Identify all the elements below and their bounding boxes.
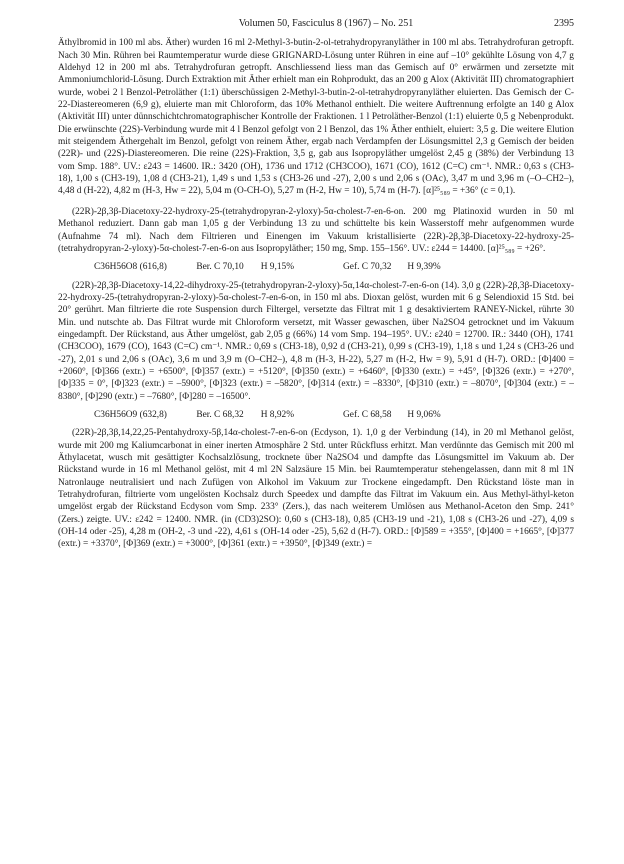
calculated-carbon: Ber. C 70,10 (196, 262, 244, 273)
found-hydrogen: H 9,06% (407, 409, 441, 420)
found-carbon: Gef. C 68,58 (343, 409, 392, 420)
paragraph-diacetoxy-hydroxy: (22R)-2β,3β-Diacetoxy-22-hydroxy-25-(tetrahydropyran-2-yloxy)-5α-cholest-7-en-6-on. 200 mg Platinoxid wurden in 50 ml Methanol reduziert. Dann gab man 1,05 g der Verbindung 13 zu und schüttelte bis kein Wasserstoff mehr aufgenommen wurde (Aufnahme 74 ml). Nach dem Filtrieren und Einengen im Vakuum kristallisierte (22R)-2β,3β-Diacetoxy-22-hydroxy-25-(tetrahydropyran-2-yloxy)-5α-cholest-7-en-6-on aus Isopropyläther; 150 mg, Smp. 155–156°. UV.: ε244 = 14400. [α]²⁵₅₈₉ = +26°. (58, 206, 574, 254)
found-carbon: Gef. C 70,32 (343, 262, 392, 273)
journal-citation: Volumen 50, Fasciculus 8 (1967) – No. 251 (238, 18, 414, 29)
calculated-carbon: Ber. C 68,32 (196, 409, 244, 420)
molecular-formula: C36H56O9 (632,8) (94, 409, 167, 420)
page-number: 2395 (554, 18, 574, 29)
calculated-hydrogen: H 9,15% (260, 262, 295, 273)
paragraph-diacetoxy-dihydroxy: (22R)-2β,3β-Diacetoxy-14,22-dihydroxy-25-(tetrahydropyran-2-yloxy)-5α,14α-cholest-7-en-6-on (14). 3,0 g (22R)-2β,3β-Diacetoxy-22-hydroxy-25-(tetrahydropyran-2-yloxy)-5α-cholest-7-en-6-on, in 150 ml abs. Dioxan gelöst, wurden mit 6 g Selendioxid 15 Std. bei 20° gerührt. Man filtrierte die rote Suspension durch Filtergel, versetzte das Filtrat mit 1 g desaktiviertem RANEY-Nickel, rührte 30 Min. und nutschte ab. Das Filtrat wurde mit Chloroform versetzt, mit Wasser gewaschen, über Na2SO4 getrocknet und im Vakuum eingedampft. Der Rückstand, aus Äther umgelöst, gab 2,05 g (66%) 14 vom Smp. 194–195°. UV.: ε240 = 12700. IR.: 3440 (OH), 1741 (CH3COO), 1679 (CO), 1643 (C=C) cm⁻¹. NMR.: 0,69 s (CH3-18), 0,92 d (CH3-21), 0,99 s (CH3-19), 1,18 s und 1,24 s (CH3-26 und -27), 2,01 s und 2,06 s (OAc), 3,6 m und 3,9 m (O–CH2–), 4,8 m (H-3, H-22), 5,27 m (H-2, Hw = 9), 5,91 d (H-7). ORD.: [Φ]400 = +2060°, [Φ]366 (extr.) = +6500°, [Φ]357 (extr.) = +5120°, [Φ]350 (extr.) = +6460°, [Φ]330 (extr.) = +45°, [Φ]326 (extr.) = +270°, [Φ]335 = 0°, [Φ]323 (extr.) = –5900°, [Φ]323 (extr.) = –5820°, [Φ]314 (extr.) = –8330°, [Φ]310 (extr.) = –8070°, [Φ]304 (extr.) = –8380°, [Φ]290 (extr.) = –7680°, [Φ]280 = –16500°. (58, 280, 574, 402)
elemental-analysis-1 (58, 261, 574, 273)
elemental-analysis-2 (58, 409, 574, 421)
journal-page (58, 18, 574, 551)
molecular-formula: C36H56O8 (616,8) (94, 262, 167, 273)
page-header (58, 18, 574, 30)
paragraph-ecdyson: (22R)-2β,3β,14,22,25-Pentahydroxy-5β,14α-cholest-7-en-6-on (Ecdyson, 1). 1,0 g der Verbindung (14), in 20 ml Methanol gelöst, wurde mit 200 mg Kaliumcarbonat in einer inerten Atmosphäre 2 Std. unter Rückfluss erhitzt. Man verdünnte das Gemisch mit 200 ml Äthylacetat, wusch mit gesättigter Kochsalzlösung, trocknete über Na2SO4 und dampfte das Lösungsmittel im Vakuum ab. Der Rückstand wurde in 16 ml Methanol gelöst, mit 4 ml 2N Salzsäure 15 Min. bei Raumtemperatur stehengelassen, dann mit 8 ml 1N Natronlauge neutralisiert und nach Zufügen von Alkohol im Vakuum zur Trockene eingedampft. Den Rückstand löste man in Tetrahydrofuran, filtrierte vom ungelösten Kochsalz durch Speedex und dampfte das Filtrat im Vakuum ein. Aus Methyl-äthyl-keton umgelöst ergab der Rückstand Ecdyson vom Smp. 233° (Zers.), das nach weiterem Umlösen aus Methanol-Aceton den Smp. 241° (Zers.) zeigte. UV.: ε242 = 12400. NMR. (in (CD3)2SO): 0,60 s (CH3-18), 0,85 (CH3-19 und -21), 1,08 s (CH3-26 und -27), 4,09 s (OH-14 oder -25), 4,28 m (OH-2, -3 und -22), 4,61 s (OH-14 oder -25), 5,62 d (H-7). ORD.: [Φ]589 = +355°, [Φ]400 = +1665°, [Φ]377 (extr.) = +3370°, [Φ]369 (extr.) = +3000°, [Φ]361 (extr.) = +3950°, [Φ]349 (extr.) = (58, 428, 574, 550)
calculated-hydrogen: H 8,92% (260, 409, 295, 420)
found-hydrogen: H 9,39% (407, 262, 441, 273)
paragraph-grignard-synthesis: Äthylbromid in 100 ml abs. Äther) wurden 16 ml 2-Methyl-3-butin-2-ol-tetrahydropyranyläther in 100 ml abs. Tetrahydrofuran getropft. Nach 30 Min. Rühren bei Raumtemperatur wurde diese GRIGNARD-Lösung unter Rühren in eine auf –10° gekühlte Lösung von 4,7 g Aldehyd 12 in 200 ml abs. Tetrahydrofuran getropft. Anschliessend liess man das Gemisch auf 0° erwärmen und zersetzte mit Ammoniumchlorid-Lösung. Durch Extraktion mit Äther erhielt man ein Rohprodukt, das an 200 g Alox (Aktivität III) chromatographiert wurde, wobei 2 l Benzol-Petroläther (1:1) überschüssigen 2-Methyl-3-butin-2-ol-tetrahydropyranyläther eluierten. Das Gemisch der C-22-Diastereomeren (6,9 g), eluierte man mit Chloroform, das 10% Methanol enthielt. Die weitere Auftrennung erfolgte an 140 g Alox (Aktivität III) unter dünnschichtchromatographischer Kontrolle der Fraktionen. 1 l Petroläther-Benzol (1:1) eluierte 0,5 g Nebenprodukt. Die erwünschte (22S)-Verbindung wurde mit 4 l Benzol gefolgt von 2 l Benzol, das 1% Äther enthielt, eluiert: 3,5 g. Die weitere Elution mit steigendem Äthergehalt im Benzol, gefolgt von reinem Äther, ergab nach Verdampfen der Lösungsmittel 2,3 g Gemisch der beiden (22R)- und (22S)-Diastereomeren. Die reine (22S)-Fraktion, 3,5 g, gab aus Isopropyläther umgelöst 2,45 g (38%) der Verbindung 13 vom Smp. 188°. UV.: ε243 = 14600. IR.: 3420 (OH), 1736 und 1712 (CH3COO), 1671 (CO), 1612 (C=C) cm⁻¹. NMR.: 0,63 s (CH3-18), 1,00 s (CH3-19), 1,08 d (CH3-21), 1,49 s und 1,53 s (CH3-26 und -27), 2,00 s und 2,06 s (OAc), 3,47 m und 3,96 m (–O–CH2–), 4,48 d (H-22), 4,82 m (H-3, Hw = 22), 5,04 m (O-CH-O), 5,27 m (H-2, Hw = 10), 5,74 m (H-7). [α]²⁵₅₈₉ = +36° (c = 0,1). (58, 38, 574, 197)
